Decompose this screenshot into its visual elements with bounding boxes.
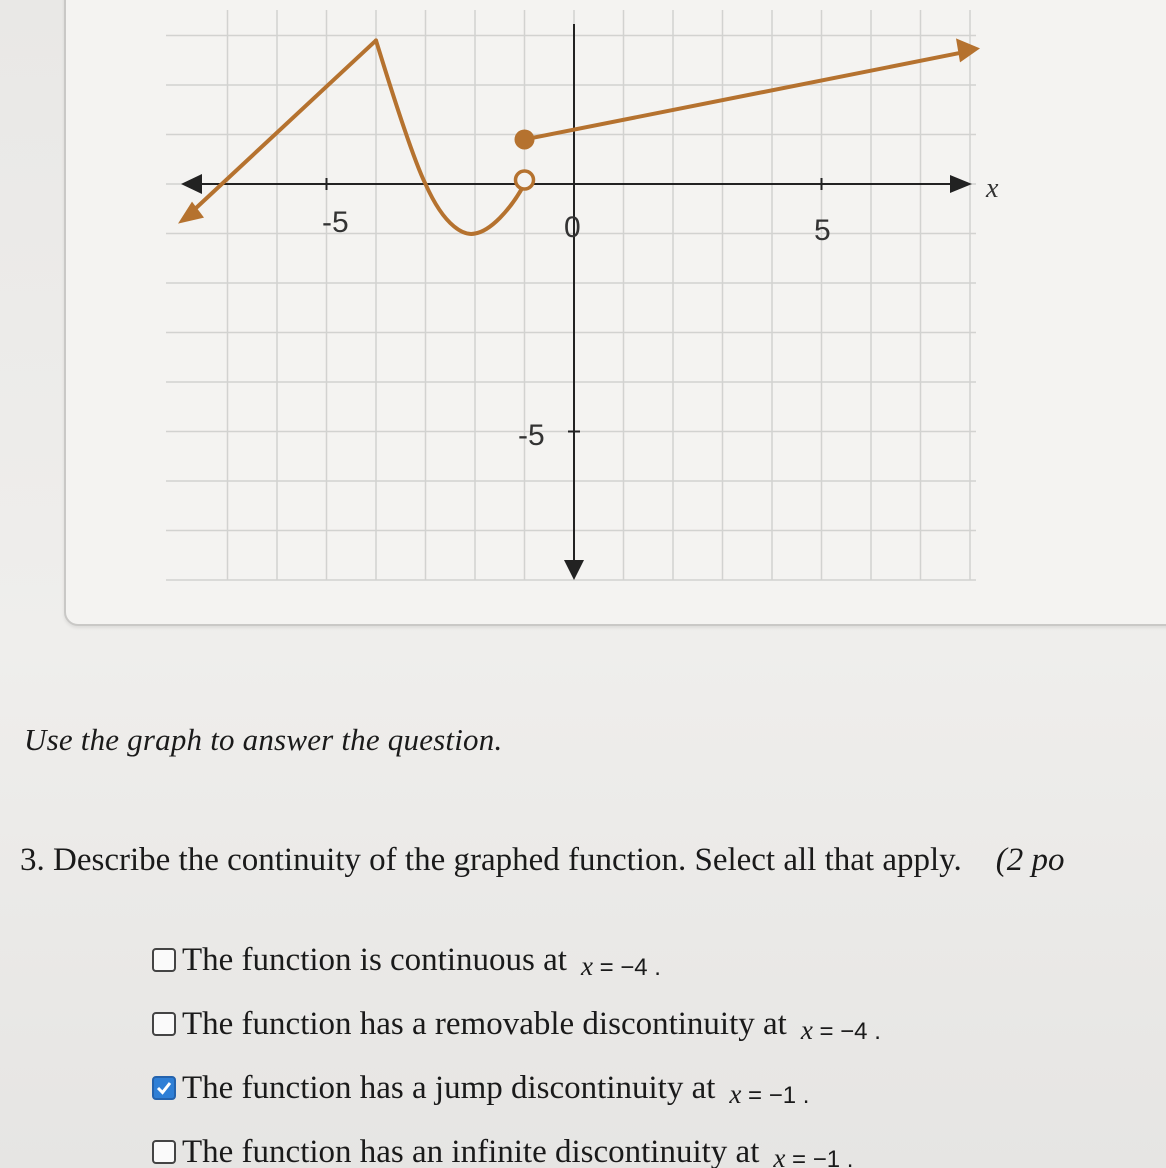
answer-options <box>152 928 881 1168</box>
open-point <box>516 171 534 189</box>
question-prompt: 3. Describe the continuity of the graphed function. Select all that apply. <box>20 842 962 878</box>
x-axis-arrow-right <box>950 175 972 193</box>
tick-labels <box>322 173 999 452</box>
option-label: The function has an infinite discontinuity at <box>182 1133 760 1168</box>
question-points: (2 po <box>995 842 1065 878</box>
tick-label-y-neg5: -5 <box>518 419 545 452</box>
option-removable[interactable] <box>152 992 881 1056</box>
curve-ray-left <box>190 40 376 213</box>
option-math: x = −4 . <box>580 950 661 981</box>
y-axis-arrow-down <box>564 560 584 580</box>
function-graph <box>66 0 1166 624</box>
option-infinite[interactable] <box>152 1120 881 1168</box>
option-math: x = −4 . <box>800 1014 881 1045</box>
curve-arrow-right <box>956 38 980 62</box>
option-label: The function has a removable discontinuity at <box>182 1005 787 1042</box>
checkbox-option-1[interactable] <box>152 948 176 972</box>
checkbox-option-2[interactable] <box>152 1012 176 1036</box>
tick-label-x-5: 5 <box>814 214 831 247</box>
checkbox-option-4[interactable] <box>152 1140 176 1164</box>
axes <box>181 24 972 580</box>
option-jump[interactable] <box>152 1056 881 1120</box>
option-label: The function is continuous at <box>182 941 567 978</box>
checkbox-option-3[interactable] <box>152 1076 176 1100</box>
question-text <box>20 842 1065 879</box>
option-continuous[interactable] <box>152 928 881 992</box>
tick-label-x-0: 0 <box>564 211 581 244</box>
grid-lines <box>166 10 976 580</box>
option-label: The function has a jump discontinuity at <box>182 1069 716 1106</box>
x-axis-arrow-left <box>181 174 202 194</box>
option-math: x = −1 . <box>773 1142 854 1168</box>
closed-point <box>515 129 535 149</box>
check-icon <box>155 1079 173 1097</box>
curve-ray-right <box>525 53 959 139</box>
graph-card <box>64 0 1166 626</box>
instruction-text: Use the graph to answer the question. <box>24 722 503 757</box>
tick-label-x-neg5: -5 <box>322 206 349 239</box>
x-axis-label: x <box>986 173 999 204</box>
option-math: x = −1 . <box>729 1078 810 1109</box>
curve-middle <box>376 40 525 233</box>
curve <box>178 38 980 234</box>
